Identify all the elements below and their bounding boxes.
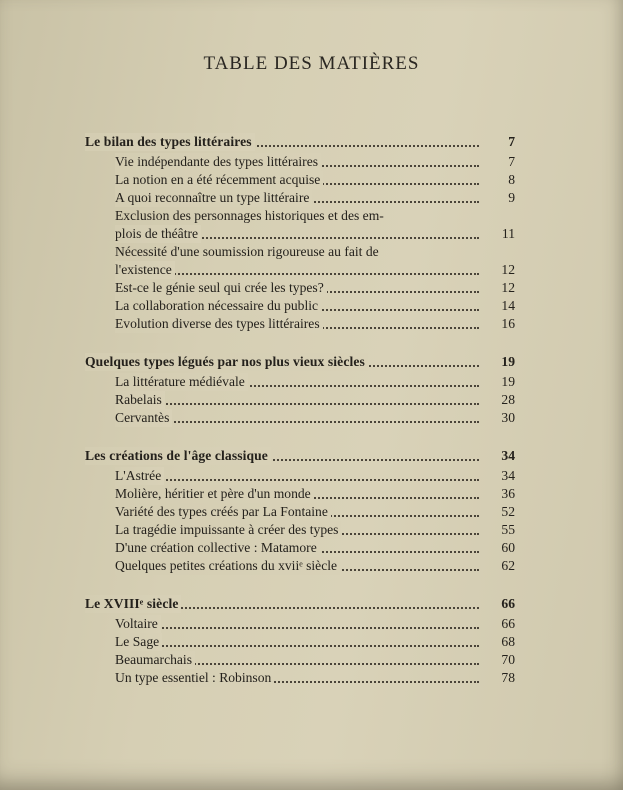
toc-entry bbox=[115, 409, 515, 427]
toc-entry bbox=[115, 171, 515, 189]
toc-entry bbox=[115, 633, 515, 651]
page-title: TABLE DES MATIÈRES bbox=[203, 53, 420, 74]
toc-entry bbox=[115, 297, 515, 315]
section-heading bbox=[85, 133, 515, 151]
page-number: 66 bbox=[501, 616, 515, 631]
dot-leader bbox=[115, 645, 479, 647]
entry-title: D'une création collective : Matamore bbox=[115, 540, 317, 555]
page-number: 12 bbox=[501, 280, 515, 295]
entry-title-line1: Exclusion des personnages historiques et des em- bbox=[115, 208, 384, 223]
toc-entry bbox=[115, 539, 515, 557]
entry-title: Un type essentiel : Robinson bbox=[115, 670, 272, 685]
toc-entry-line bbox=[115, 207, 515, 225]
section-title: Quelques types légués par nos plus vieux siècles bbox=[85, 354, 365, 369]
entry-title: La notion en a été récemment acquise bbox=[115, 172, 321, 187]
page-number: 68 bbox=[501, 634, 515, 649]
toc-entry bbox=[115, 485, 515, 503]
entry-title: Evolution diverse des types littéraires bbox=[115, 316, 320, 331]
page-number: 66 bbox=[501, 596, 515, 611]
page-number: 11 bbox=[501, 226, 515, 241]
toc-entry bbox=[115, 373, 515, 391]
page-number: 62 bbox=[501, 558, 515, 573]
toc-entry bbox=[115, 153, 515, 171]
page-number: 19 bbox=[501, 374, 515, 389]
section-heading bbox=[85, 595, 515, 613]
section-title: Le XVIIIᵉ siècle bbox=[85, 596, 179, 611]
entry-title: La tragédie impuissante à créer des types bbox=[115, 522, 339, 537]
entry-title: Voltaire bbox=[115, 616, 158, 631]
page-number: 14 bbox=[501, 298, 515, 313]
toc-entry bbox=[115, 503, 515, 521]
dot-leader bbox=[115, 479, 479, 481]
page-number: 7 bbox=[508, 154, 515, 169]
section-heading bbox=[85, 447, 515, 465]
page-number: 30 bbox=[501, 410, 515, 425]
entry-title: Beaumarchais bbox=[115, 652, 192, 667]
section-title: Le bilan des types littéraires bbox=[85, 134, 252, 149]
toc-entry bbox=[115, 189, 515, 207]
page-number: 36 bbox=[501, 486, 515, 501]
toc-entry bbox=[115, 651, 515, 669]
toc-entry bbox=[115, 669, 515, 687]
toc-entry bbox=[115, 467, 515, 485]
toc-entry bbox=[115, 557, 515, 575]
entry-title: Cervantès bbox=[115, 410, 170, 425]
page-number: 52 bbox=[501, 504, 515, 519]
page-number: 28 bbox=[501, 392, 515, 407]
table-of-contents bbox=[85, 133, 515, 687]
page-number: 55 bbox=[501, 522, 515, 537]
page-number: 12 bbox=[501, 262, 515, 277]
toc-entry bbox=[115, 615, 515, 633]
page-number: 9 bbox=[508, 190, 515, 205]
entry-title: La collaboration nécessaire du public bbox=[115, 298, 319, 313]
toc-entry-line bbox=[115, 243, 515, 261]
page-number: 34 bbox=[501, 448, 515, 463]
dot-leader bbox=[115, 627, 479, 629]
page-number: 78 bbox=[501, 670, 515, 685]
page-number: 60 bbox=[501, 540, 515, 555]
page-number: 34 bbox=[501, 468, 515, 483]
entry-title: Le Sage bbox=[115, 634, 160, 649]
page-number: 16 bbox=[501, 316, 515, 331]
entry-title-line1: Nécessité d'une soumission rigoureuse au fait de bbox=[115, 244, 379, 259]
toc-entry bbox=[115, 261, 515, 279]
page-number: 8 bbox=[508, 172, 515, 187]
section-heading bbox=[85, 353, 515, 371]
entry-title: L'Astrée bbox=[115, 468, 162, 483]
section-title: Les créations de l'âge classique bbox=[85, 448, 268, 463]
entry-title: A quoi reconnaître un type littéraire bbox=[115, 190, 310, 205]
entry-title: Variété des types créés par La Fontaine bbox=[115, 504, 328, 519]
page-number: 7 bbox=[508, 134, 515, 149]
dot-leader bbox=[115, 403, 479, 405]
page-number: 70 bbox=[501, 652, 515, 667]
entry-title: La littérature médiévale bbox=[115, 374, 245, 389]
entry-title: Molière, héritier et père d'un monde bbox=[115, 486, 311, 501]
toc-entry bbox=[115, 225, 515, 243]
entry-title: Quelques petites créations du xviiᵉ siècle bbox=[115, 558, 338, 573]
entry-title: Rabelais bbox=[115, 392, 162, 407]
entry-title: Vie indépendante des types littéraires bbox=[115, 154, 319, 169]
entry-title: l'existence bbox=[115, 262, 172, 277]
toc-entry bbox=[115, 391, 515, 409]
toc-entry bbox=[115, 521, 515, 539]
page-number: 19 bbox=[501, 354, 515, 369]
toc-entry bbox=[115, 315, 515, 333]
entry-title: plois de théâtre bbox=[115, 226, 199, 241]
toc-entry bbox=[115, 279, 515, 297]
entry-title: Est-ce le génie seul qui crée les types? bbox=[115, 280, 324, 295]
